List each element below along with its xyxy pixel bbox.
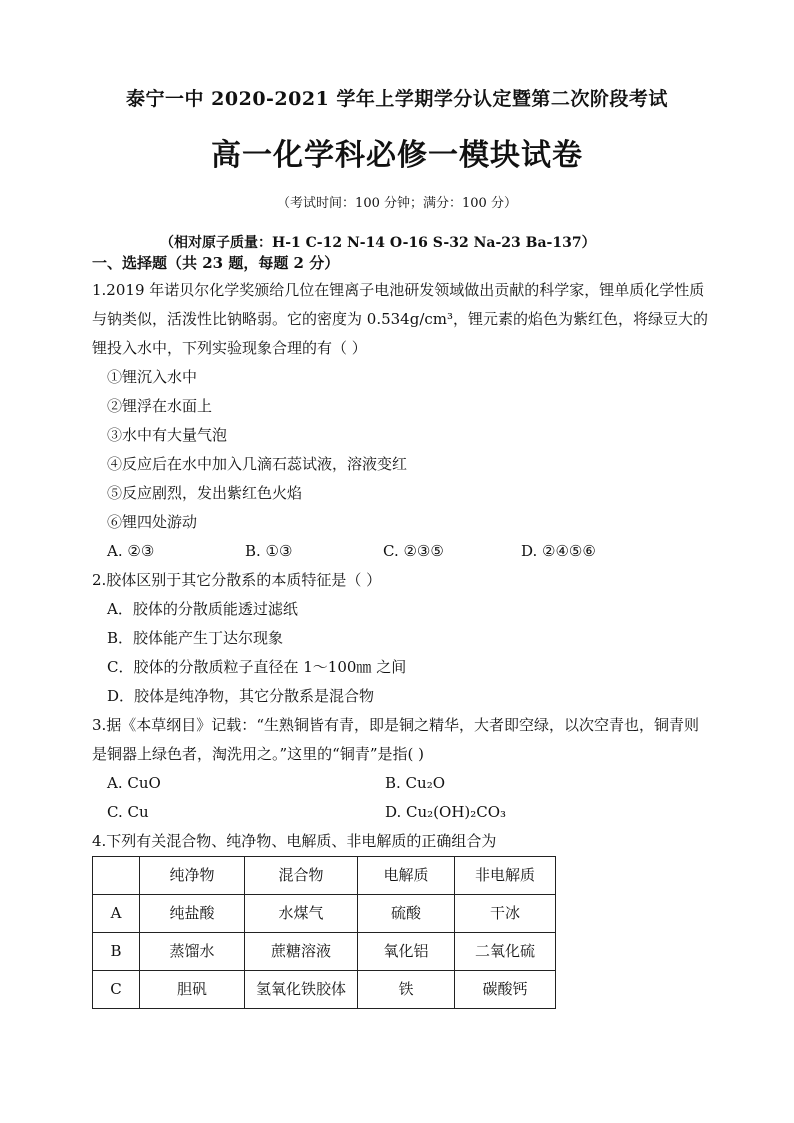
q3-options-row2: [92, 798, 712, 827]
q3-option-d: D. Cu₂(OH)₂CO₃: [385, 803, 507, 821]
table-header-row: [93, 857, 556, 895]
q1-option-b: B. ①③: [245, 542, 293, 560]
table-header-cell: 混合物: [245, 857, 358, 895]
q3-option-b: B. Cu₂O: [385, 774, 446, 792]
table-row: [93, 971, 556, 1009]
table-row: [93, 933, 556, 971]
q1-stem: 1.2019 年诺贝尔化学奖颁给几位在锂离子电池研发领域做出贡献的科学家，锂单质化学性质与钠类似，活泼性比钠略弱。它的密度为 0.534g/cm³，锂元素的焰色为紫红色，将绿豆大的锂投入水中，下列实验现象合理的有（ ）: [92, 281, 709, 357]
section-heading: 一、选择题（共 23 题，每题 2 分）: [92, 254, 340, 272]
q1-options: [92, 537, 712, 566]
table-cell: 水煤气: [245, 895, 358, 933]
q3-stem: 3.据《本草纲目》记载：“生熟铜皆有青，即是铜之精华，大者即空绿，以次空青也，铜青则是铜器上绿色者，淘洗用之。”这里的“铜青”是指( ): [92, 716, 699, 763]
table-header-cell: 电解质: [358, 857, 455, 895]
school-exam-line: 泰宁一中 2020-2021 学年上学期学分认定暨第二次阶段考试: [126, 88, 668, 110]
q1-item: ③水中有大量气泡: [107, 426, 228, 444]
atomic-masses: （相对原子质量：H-1 C-12 N-14 O-16 S-32 Na-23 Ba-137）: [160, 235, 596, 251]
q3-option-a: A. CuO: [107, 774, 161, 792]
q2-option-c: C．胶体的分散质粒子直径在 1～100㎚ 之间: [107, 658, 407, 676]
table-cell: 蒸馏水: [140, 933, 245, 971]
table-cell: 干冰: [455, 895, 556, 933]
table-cell: C: [93, 971, 140, 1009]
q1-item: ⑤反应剧烈，发出紫红色火焰: [107, 484, 303, 502]
table-cell: 硫酸: [358, 895, 455, 933]
q2-stem: 2.胶体区别于其它分散系的本质特征是（ ）: [92, 571, 382, 589]
table-cell: 铁: [358, 971, 455, 1009]
table-row: [93, 895, 556, 933]
table-cell: 氧化铝: [358, 933, 455, 971]
exam-meta: （考试时间：100 分钟；满分：100 分）: [277, 196, 517, 211]
table-cell: 碳酸钙: [455, 971, 556, 1009]
q2-option-a: A．胶体的分散质能透过滤纸: [107, 600, 298, 618]
table-cell: 二氧化硫: [455, 933, 556, 971]
table-cell: 纯盐酸: [140, 895, 245, 933]
q1-option-c: C. ②③⑤: [383, 542, 444, 560]
q2-option-b: B．胶体能产生丁达尔现象: [107, 629, 284, 647]
q4-table: [92, 856, 556, 1009]
q1-item: ①锂沉入水中: [107, 368, 198, 386]
table-cell: A: [93, 895, 140, 933]
table-header-cell: 非电解质: [455, 857, 556, 895]
table-header-cell: 纯净物: [140, 857, 245, 895]
q3-option-c: C. Cu: [107, 803, 149, 821]
q1-option-a: A. ②③: [107, 542, 155, 560]
questions: [92, 276, 712, 1009]
q4-stem: 4.下列有关混合物、纯净物、电解质、非电解质的正确组合为: [92, 832, 497, 850]
table-cell: 胆矾: [140, 971, 245, 1009]
q1-item: ⑥锂四处游动: [107, 513, 198, 531]
table-cell: 氢氧化铁胶体: [245, 971, 358, 1009]
page-title: 高一化学科必修一模块试卷: [211, 138, 583, 173]
q1-option-d: D. ②④⑤⑥: [521, 542, 596, 560]
q1-item: ④反应后在水中加入几滴石蕊试液，溶液变红: [107, 455, 408, 473]
table-header-cell: [93, 857, 140, 895]
q2-option-d: D．胶体是纯净物，其它分散系是混合物: [107, 687, 375, 705]
table-cell: 蔗糖溶液: [245, 933, 358, 971]
q3-options-row1: [92, 769, 712, 798]
table-cell: B: [93, 933, 140, 971]
q1-item: ②锂浮在水面上: [107, 397, 213, 415]
